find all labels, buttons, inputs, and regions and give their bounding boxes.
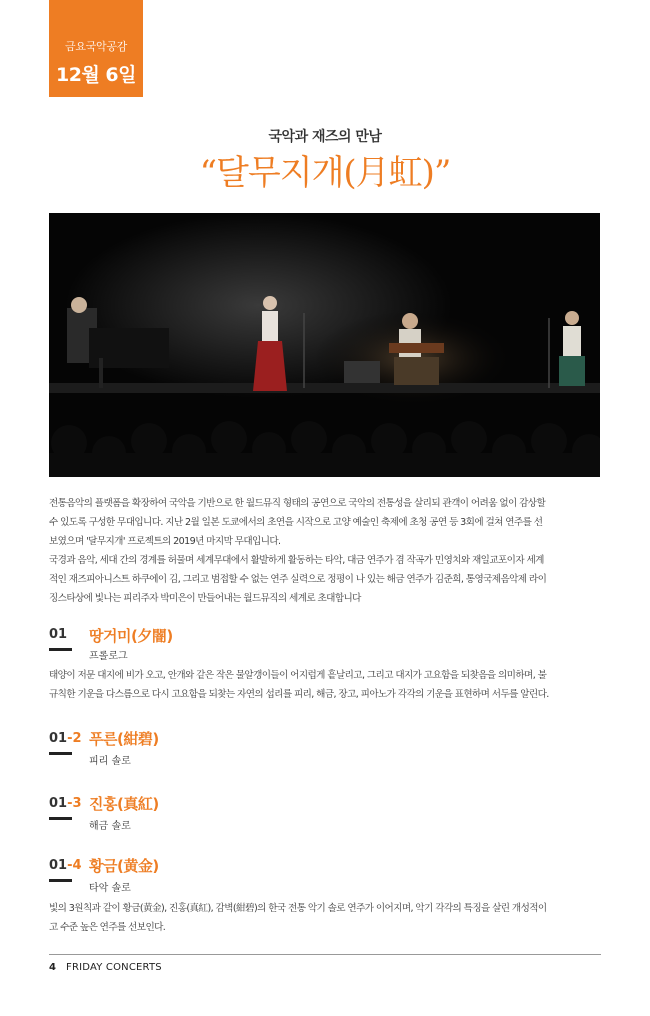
program-number-main: 01 bbox=[49, 858, 68, 873]
program-number-bar bbox=[49, 648, 72, 651]
program-description: 피리 솔로 bbox=[89, 756, 131, 767]
program-title: 진홍(真紅) bbox=[89, 795, 159, 813]
footer-label: FRIDAY CONCERTS bbox=[66, 962, 162, 973]
program-number bbox=[49, 796, 82, 811]
program-number-bar bbox=[49, 752, 72, 755]
concert-date: 12월 6일 bbox=[56, 64, 136, 86]
page-subtitle: 국악과 재즈의 만남 bbox=[268, 129, 382, 145]
program-number-sub: -2 bbox=[67, 731, 82, 746]
page-title: “달무지개(月虹)” bbox=[199, 153, 451, 193]
program-number bbox=[49, 731, 82, 746]
program-number bbox=[49, 627, 67, 642]
program-number-sub: -4 bbox=[67, 858, 82, 873]
program-text: 태양이 저문 대지에 비가 오고, 안개와 같은 작은 물알갱이들이 어지럽게 흩날리고, 그리고 대지가 고요함을 되찾음을 의미하며, 불 규칙한 기운을 다스름으로 다시 고요함을 되찾는 자연의 섭리를 피리, 해금, 장고, 피아노가 각각의 기운을 표현하며 서두를 알린다. bbox=[49, 670, 549, 700]
program-number-main: 01 bbox=[49, 627, 68, 642]
program-description: 타악 솔로 bbox=[89, 883, 131, 894]
page-number: 4 bbox=[49, 962, 56, 973]
program-title: 푸른(紺碧) bbox=[89, 730, 159, 748]
series-label: 금요국악공감 bbox=[65, 40, 127, 53]
program-title: 땅거미(夕闇) bbox=[89, 627, 173, 645]
program-number-main: 01 bbox=[49, 796, 68, 811]
date-tag bbox=[49, 0, 143, 97]
program-description: 해금 솔로 bbox=[89, 821, 131, 832]
stage-photo bbox=[49, 213, 600, 477]
program-number-sub: -3 bbox=[67, 796, 82, 811]
program-title: 황금(黄金) bbox=[89, 857, 159, 875]
program-description: 프롤로그 bbox=[89, 651, 128, 662]
program-number bbox=[49, 858, 82, 873]
footer-divider bbox=[49, 954, 601, 955]
program-number-main: 01 bbox=[49, 731, 68, 746]
program-number-bar bbox=[49, 879, 72, 882]
intro-paragraph: 전통음악의 플랫폼을 확장하여 국악을 기반으로 한 월드뮤직 형태의 공연으로 국악의 전통성을 살리되 관객이 어려움 없이 감상할 수 있도록 구성한 무대입니다. 지난 2월 일본 도쿄에서의 초연을 시작으로 고양 예술인 축제에 초청 공연 등 3회에 걸쳐 연주를 선 보였으며 '달무지개' 프로젝트의 2019년 마지막 무대입니다. 국경과 음악, 세대 간의 경계를 허물며 세계무대에서 활발하게 활동하는 타악, 대금 연주가 겸 작곡가 민영치와 재일교포이자 세계 적인 재즈피아니스트 하쿠에이 김, 그리고 범접할 수 없는 연주 실력으로 정평이 나 있는 해금 연주가 김준희, 통영국제음악제 라이 징스타상에 빛나는 피리주자 박미은이 만들어내는 월드뮤직의 세계로 초대합니다 bbox=[49, 498, 547, 604]
program-number-bar bbox=[49, 817, 72, 820]
program-text: 빛의 3원칙과 같이 황금(黄金), 진홍(真紅), 감벽(紺碧)의 한국 전통 악기 솔로 연주가 이어지며, 악기 각각의 특징을 살린 개성적이 고 수준 높은 연주를 선보인다. bbox=[49, 903, 547, 933]
stage-photo-illustration bbox=[49, 213, 600, 477]
